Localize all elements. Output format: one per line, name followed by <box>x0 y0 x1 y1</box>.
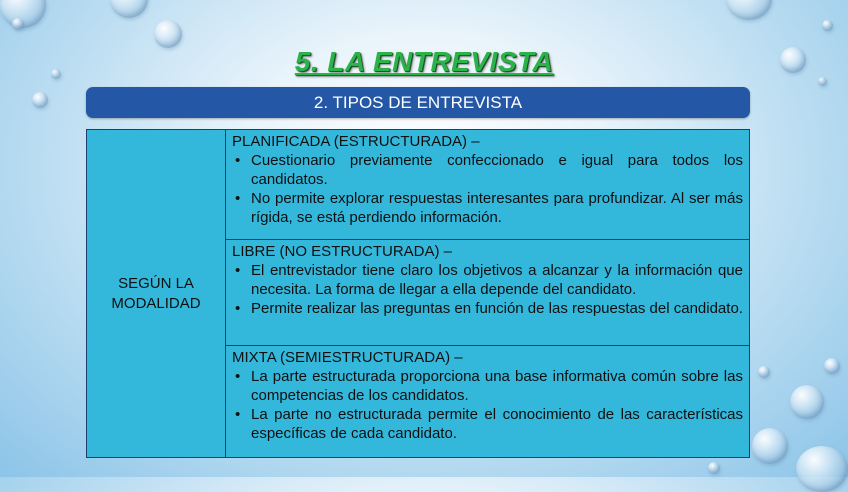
decorative-bubble <box>796 446 848 492</box>
list-item: • La parte estructurada proporciona una base informativa común sobre las competencias de los candidatos. <box>232 367 743 405</box>
decorative-bubble <box>790 385 824 419</box>
type-heading: PLANIFICADA (ESTRUCTURADA) – <box>232 133 480 150</box>
list-item: • El entrevistador tiene claro los objetivos a alcanzar y la información que necesita. La forma de llegar a ella depende del candidato. <box>232 261 743 299</box>
type-cell-libre <box>226 240 750 346</box>
decorative-bubble <box>818 77 827 86</box>
list-item: • No permite explorar respuestas interesantes para profundizar. Al ser más rígida, se está perdiendo información. <box>232 189 743 227</box>
type-heading: LIBRE (NO ESTRUCTURADA) – <box>232 243 453 260</box>
list-item: • La parte no estructurada permite el conocimiento de las características específicas de cada candidato. <box>232 405 743 443</box>
bullet-list <box>232 261 743 318</box>
decorative-bubble <box>708 462 720 474</box>
decorative-bubble <box>752 428 788 464</box>
decorative-bubble <box>154 20 182 48</box>
list-item: • Cuestionario previamente confeccionado e igual para todos los candidatos. <box>232 151 743 189</box>
bullet-list <box>232 151 743 227</box>
decorative-bubble <box>726 0 772 20</box>
section-subtitle-bar <box>86 87 750 118</box>
type-cell-mixta <box>226 346 750 458</box>
row-label: SEGÚN LA MODALIDAD <box>111 274 201 312</box>
table-row <box>87 130 750 240</box>
type-cell-planificada <box>226 130 750 240</box>
decorative-bubble <box>758 366 770 378</box>
section-subtitle: 2. TIPOS DE ENTREVISTA <box>313 93 523 112</box>
list-item: • Permite realizar las preguntas en función de las respuestas del candidato. <box>232 299 743 318</box>
decorative-bubble <box>110 0 148 18</box>
bullet-list <box>232 367 743 443</box>
decorative-bubble <box>32 92 48 108</box>
decorative-bubble <box>822 20 833 31</box>
decorative-bubble <box>12 18 24 30</box>
slide-title: 5. LA ENTREVISTA <box>294 46 554 77</box>
type-heading: MIXTA (SEMIESTRUCTURADA) – <box>232 349 463 366</box>
decorative-bubble <box>824 358 840 374</box>
interview-types-table <box>86 129 750 458</box>
row-label-cell <box>87 130 226 458</box>
